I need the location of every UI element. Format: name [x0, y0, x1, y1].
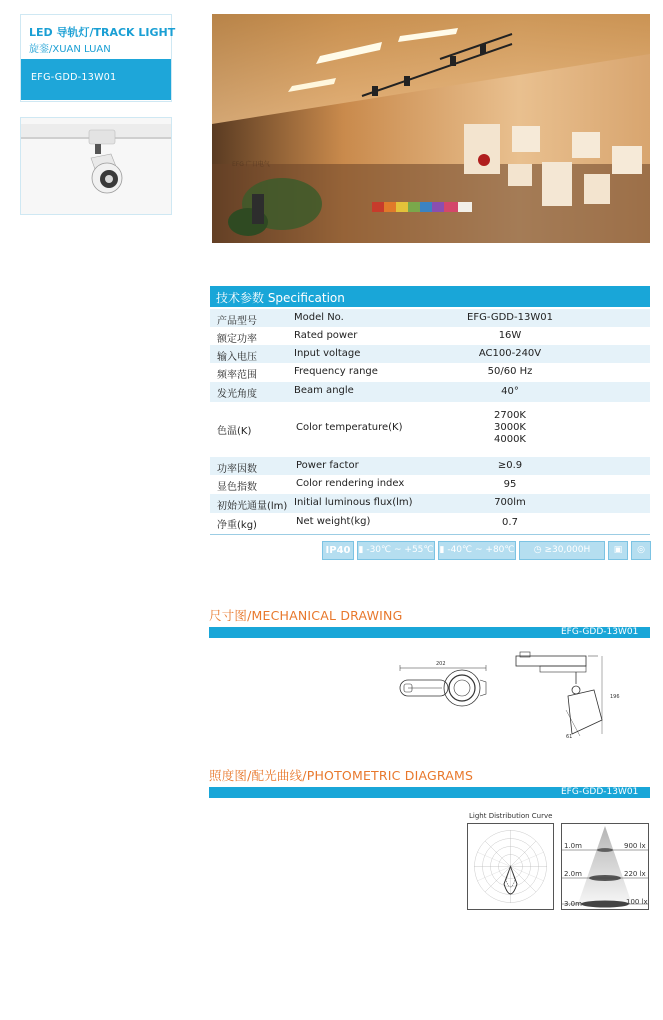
product-title: LED 导轨灯/TRACK LIGHT	[29, 26, 176, 39]
storage-temperature-badge: ▮ -40℃ ~ +80℃	[438, 541, 516, 560]
showroom-illustration	[212, 14, 650, 243]
product-thumbnail	[20, 117, 172, 215]
spec-row: 输入电压 Input voltage AC100-240V	[210, 345, 650, 363]
ip-rating-badge: IP40	[322, 541, 354, 560]
distance-label: 2.0m	[564, 870, 582, 878]
thermometer-icon: ▮	[439, 545, 448, 555]
beam-cone-icon	[562, 824, 648, 909]
spec-row: 初始光通量(lm) Initial luminous flux(lm) 700lm	[210, 494, 650, 513]
width-dimension: 202	[436, 661, 446, 667]
height-dimension: 196	[610, 694, 620, 700]
distance-label: 1.0m	[564, 842, 582, 850]
lux-label: 900 lx	[624, 842, 646, 850]
class-ii-icon: ▣	[608, 541, 628, 560]
ce-mark-icon: ◎	[631, 541, 651, 560]
polar-chart-icon	[468, 824, 553, 909]
illuminance-diagram	[561, 823, 649, 910]
distance-label: 3.0m	[564, 900, 582, 908]
lifetime-badge: ◷ ≥30,000H	[519, 541, 605, 560]
spec-title: 技术参数 Specification	[216, 291, 345, 305]
mechanical-drawing	[390, 650, 652, 740]
spec-divider	[210, 534, 650, 535]
lux-label: 220 lx	[624, 870, 646, 878]
lux-label: 100 lx	[626, 898, 648, 906]
product-subtitle: 旋銮/XUAN LUAN	[29, 44, 111, 55]
diameter-dimension: 61	[566, 734, 573, 740]
feature-badges	[322, 541, 652, 559]
operating-temperature-badge: ▮ -30℃ ~ +55℃	[357, 541, 435, 560]
thermometer-icon: ▮	[358, 545, 367, 555]
track-light-icon	[21, 118, 171, 214]
distribution-curve-title: Light Distribution Curve	[469, 812, 553, 820]
dimension-drawing-icon	[390, 650, 652, 740]
spec-row: 显色指数 Color rendering index 95	[217, 478, 517, 493]
product-model: EFG-GDD-13W01	[31, 72, 117, 83]
light-distribution-curve	[467, 823, 554, 910]
spec-row: 额定功率 Rated power 16W	[217, 330, 522, 345]
photometric-section-title: 照度图/配光曲线/PHOTOMETRIC DIAGRAMS	[209, 768, 474, 783]
interior-photo	[212, 14, 650, 243]
spec-row: 频率范围 Frequency range 50/60 Hz	[217, 366, 533, 381]
spec-row: 发光角度 Beam angle 40°	[210, 382, 650, 402]
spec-row: 功率因数 Power factor ≥0.9	[210, 457, 650, 475]
photometric-section-model: EFG-GDD-13W01	[561, 787, 639, 797]
spec-row: 色温(K) Color temperature(K) 2700K 3000K 4000K	[217, 410, 526, 445]
spec-row: 净重(kg) Net weight(kg) 0.7	[217, 516, 518, 531]
spec-row: 产品型号 Model No. EFG-GDD-13W01	[210, 309, 650, 327]
mechanical-section-model: EFG-GDD-13W01	[561, 627, 639, 637]
mechanical-section-title: 尺寸图/MECHANICAL DRAWING	[209, 608, 403, 623]
photo-sign-text: EFG 广日电气	[232, 161, 270, 168]
clock-icon: ◷	[533, 545, 545, 555]
